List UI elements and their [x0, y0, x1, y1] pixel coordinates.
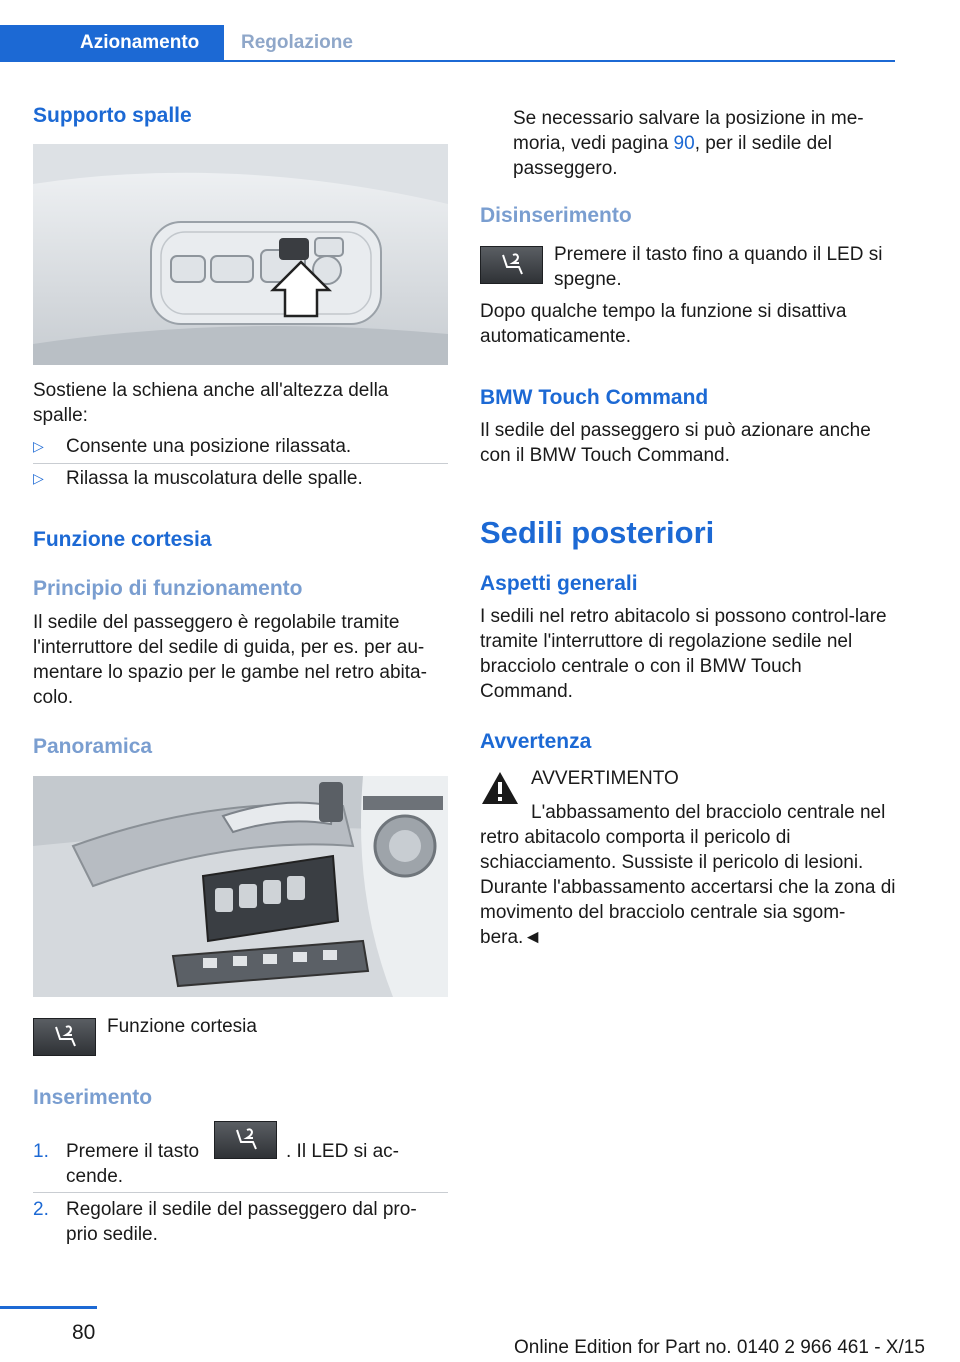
list-item: ▷ Consente una posizione rilassata. [33, 436, 352, 457]
caption-funzione-cortesia: Funzione cortesia [107, 1016, 257, 1037]
list-item: ▷ Rilassa la muscolatura delle spalle. [33, 468, 363, 489]
seat-key-button [33, 1018, 96, 1056]
tab-regolazione[interactable]: Regolazione [241, 32, 353, 53]
warning-text: L'abbassamento del bracciolo centrale nel retro abitacolo comporta il pericolo di schiacciamento. Sussiste il pericolo di lesioni. Durante l'abbassamento accertarsi che la zona di movimento del bracciolo centrale sia sgom-bera.◄ [480, 802, 896, 948]
heading-principio: Principio di funzionamento [33, 577, 303, 600]
paragraph-salvare-line3: passeggero. [513, 158, 618, 179]
photo-door-panel [33, 776, 448, 997]
tab-azionamento[interactable]: Azionamento [0, 25, 224, 60]
seat-switch-illustration [33, 144, 448, 365]
seat-key-button-inline [214, 1121, 277, 1159]
heading-disinserimento: Disinserimento [480, 204, 632, 227]
header-tabbar [0, 25, 895, 62]
warning-title: AVVERTIMENTO [531, 768, 679, 789]
paragraph-sostiene: Sostiene la schiena anche all'altezza della spalle: [33, 380, 389, 426]
step-number: 2. [33, 1199, 49, 1220]
seat-key-button [480, 246, 543, 284]
heading-funzione-cortesia: Funzione cortesia [33, 528, 212, 551]
step-text: Regolare il sedile del passeggero dal pro- [66, 1199, 417, 1220]
step-text: . Il LED si ac- [286, 1141, 399, 1162]
seat-key-icon [50, 1024, 80, 1050]
paragraph-salvare-line2 [513, 131, 832, 156]
text: moria, vedi pagina [513, 133, 674, 154]
paragraph-premere: Premere il tasto fino a quando il LED si spegne. [554, 244, 883, 290]
triangle-bullet-icon: ▷ [33, 470, 44, 486]
step-text: Premere il tasto [66, 1141, 200, 1162]
paragraph-dopo: Dopo qualche tempo la funzione si disattiva automaticamente. [480, 301, 847, 347]
heading-avvertenza: Avvertenza [480, 730, 592, 753]
paragraph-touch: Il sedile del passeggero si può azionare anche con il BMW Touch Command. [480, 420, 871, 466]
page-link-90[interactable]: 90 [673, 133, 695, 154]
step-number: 1. [33, 1141, 49, 1162]
divider [33, 1192, 448, 1193]
footer-rule [0, 1306, 97, 1309]
paragraph-salvare-line1: Se necessario salvare la posizione in me- [513, 108, 864, 129]
door-panel-illustration [33, 776, 448, 997]
triangle-bullet-icon: ▷ [33, 438, 44, 454]
heading-inserimento: Inserimento [33, 1086, 153, 1109]
paragraph-principio: Il sedile del passeggero è regolabile tramite l'interruttore del sedile di guida, per es. per au-mentare lo spazio per le gambe nel retro abita-colo. [33, 612, 427, 708]
photo-seat-switch [33, 144, 448, 365]
page-number: 80 [72, 1321, 96, 1344]
divider [33, 463, 448, 464]
text: , per il sedile del [694, 133, 832, 154]
heading-supporto-spalle: Supporto spalle [33, 104, 192, 127]
step-text: cende. [66, 1166, 124, 1187]
seat-key-icon [497, 252, 527, 278]
step-text: prio sedile. [66, 1224, 158, 1245]
heading-touch-command: BMW Touch Command [480, 386, 709, 409]
heading-panoramica: Panoramica [33, 735, 153, 758]
heading-aspetti-generali: Aspetti generali [480, 572, 638, 595]
footer-edition: Online Edition for Part no. 0140 2 966 461 - X/15 [514, 1337, 925, 1358]
heading-sedili-posteriori: Sedili posteriori [480, 515, 715, 550]
paragraph-aspetti: I sedili nel retro abitacolo si possono control-lare tramite l'interruttore di regolazione sedile nel bracciolo centrale o con il BMW Touch Command. [480, 606, 887, 702]
seat-key-icon [231, 1127, 261, 1153]
